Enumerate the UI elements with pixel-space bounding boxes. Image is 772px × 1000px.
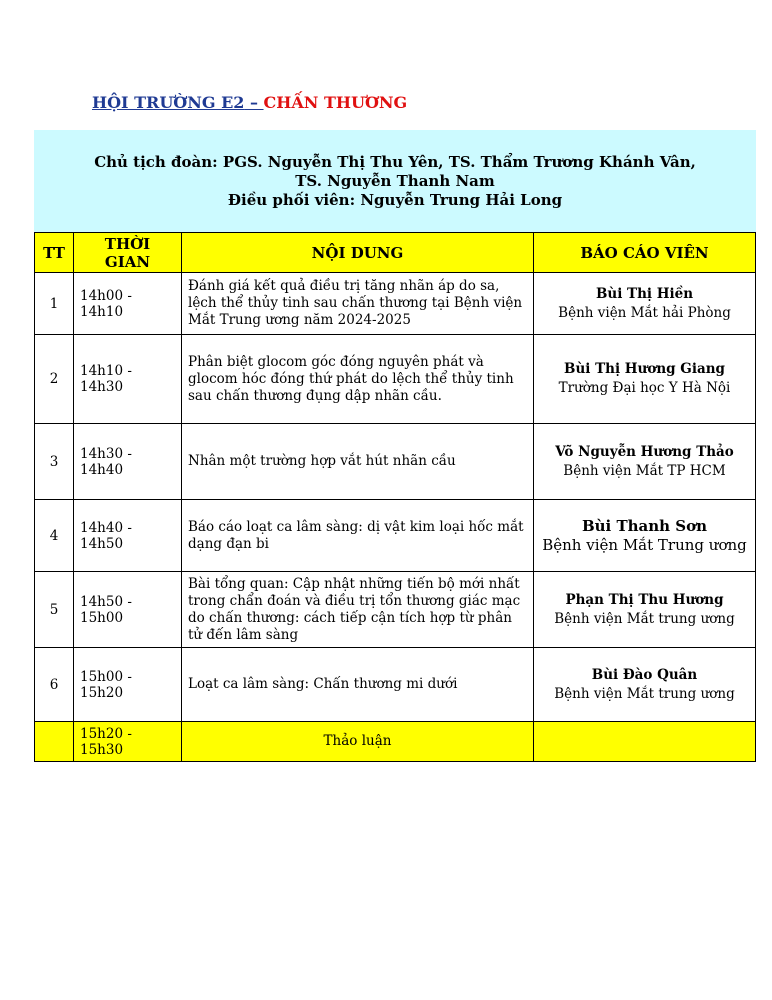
reporter-name: Phạn Thị Thu Hương: [565, 591, 724, 608]
row-time: 14h50 - 15h00: [74, 572, 182, 648]
row-time: 14h10 - 14h30: [74, 335, 182, 424]
discussion-time: 15h20 - 15h30: [74, 722, 182, 762]
row-reporter: [534, 572, 756, 648]
reporter-org: Bệnh viện Mắt Trung ương: [542, 535, 747, 554]
header-content: NỘI DUNG: [182, 233, 534, 273]
table-row: [35, 424, 756, 500]
reporter-name: Bùi Thị Hương Giang: [564, 361, 725, 377]
coordinator-line: Điều phối viên: Nguyễn Trung Hải Long: [227, 191, 563, 209]
row-time: 14h00 - 14h10: [74, 273, 182, 335]
reporter-org: Bệnh viện Mắt hải Phòng: [558, 304, 731, 321]
row-number: 6: [35, 648, 74, 722]
row-content: Phân biệt glocom góc đóng nguyên phát và glocom hóc đóng thứ phát do lệch thể thủy tinh sau chấn thương đụng dập nhãn cầu.: [182, 335, 534, 424]
row-reporter: [534, 335, 756, 424]
row-time: 14h30 - 14h40: [74, 424, 182, 500]
chair-row: [35, 131, 756, 233]
reporter-org: Bệnh viện Mắt trung ương: [554, 610, 735, 627]
header-tt: TT: [35, 233, 74, 273]
row-number: 2: [35, 335, 74, 424]
reporter-name: Bùi Đào Quân: [591, 666, 698, 683]
reporter-org: Bệnh viện Mắt TP HCM: [563, 462, 726, 479]
row-number: 3: [35, 424, 74, 500]
session-title: [92, 93, 407, 112]
reporter-name: Bùi Thị Hiền: [595, 285, 694, 302]
title-separator: –: [244, 93, 264, 112]
row-reporter: [534, 273, 756, 335]
row-number: 4: [35, 500, 74, 572]
session-topic: CHẤN THƯƠNG: [263, 93, 408, 112]
row-reporter: [534, 500, 756, 572]
table-row: [35, 273, 756, 335]
discussion-row: [35, 722, 756, 762]
row-number: 1: [35, 273, 74, 335]
discussion-reporter: [534, 722, 756, 762]
row-content: Đánh giá kết quả điều trị tăng nhãn áp do sa, lệch thể thủy tinh sau chấn thương tại Bệnh viện Mắt Trung ương năm 2024-2025: [182, 273, 534, 335]
table-row: [35, 335, 756, 424]
row-content: Nhân một trường hợp vắt hút nhãn cầu: [182, 424, 534, 500]
reporter-org: Trường Đại học Y Hà Nội: [558, 380, 731, 396]
table-row: [35, 648, 756, 722]
reporter-name: Bùi Thanh Sơn: [581, 516, 708, 535]
hall-name: HỘI TRƯỜNG E2: [92, 93, 245, 112]
row-reporter: [534, 424, 756, 500]
discussion-label: Thảo luận: [182, 722, 534, 762]
row-time: 14h40 - 14h50: [74, 500, 182, 572]
table-row: [35, 572, 756, 648]
row-content: Bài tổng quan: Cập nhật những tiến bộ mới nhất trong chẩn đoán và điều trị tổn thương giác mạc do chấn thương: cách tiếp cận tích hợp từ phân tử đến lâm sàng: [182, 572, 534, 648]
reporter-name: Võ Nguyễn Hương Thảo: [555, 443, 734, 460]
table-row: [35, 500, 756, 572]
row-reporter: [534, 648, 756, 722]
header-time: THỜI GIAN: [74, 233, 182, 273]
row-content: Loạt ca lâm sàng: Chấn thương mi dưới: [182, 648, 534, 722]
row-number: 5: [35, 572, 74, 648]
row-time: 15h00 - 15h20: [74, 648, 182, 722]
row-content: Báo cáo loạt ca lâm sàng: dị vật kim loại hốc mắt dạng đạn bi: [182, 500, 534, 572]
chair-line-2: TS. Nguyễn Thanh Nam: [295, 172, 495, 190]
chair-line-1: Chủ tịch đoàn: PGS. Nguyễn Thị Thu Yên, TS. Thẩm Trương Khánh Vân,: [94, 153, 696, 171]
chair-cell: [35, 131, 756, 233]
reporter-org: Bệnh viện Mắt trung ương: [554, 685, 735, 702]
header-row: [35, 233, 756, 273]
header-reporter: BÁO CÁO VIÊN: [534, 233, 756, 273]
schedule-table: [34, 130, 756, 762]
discussion-tt: [35, 722, 74, 762]
